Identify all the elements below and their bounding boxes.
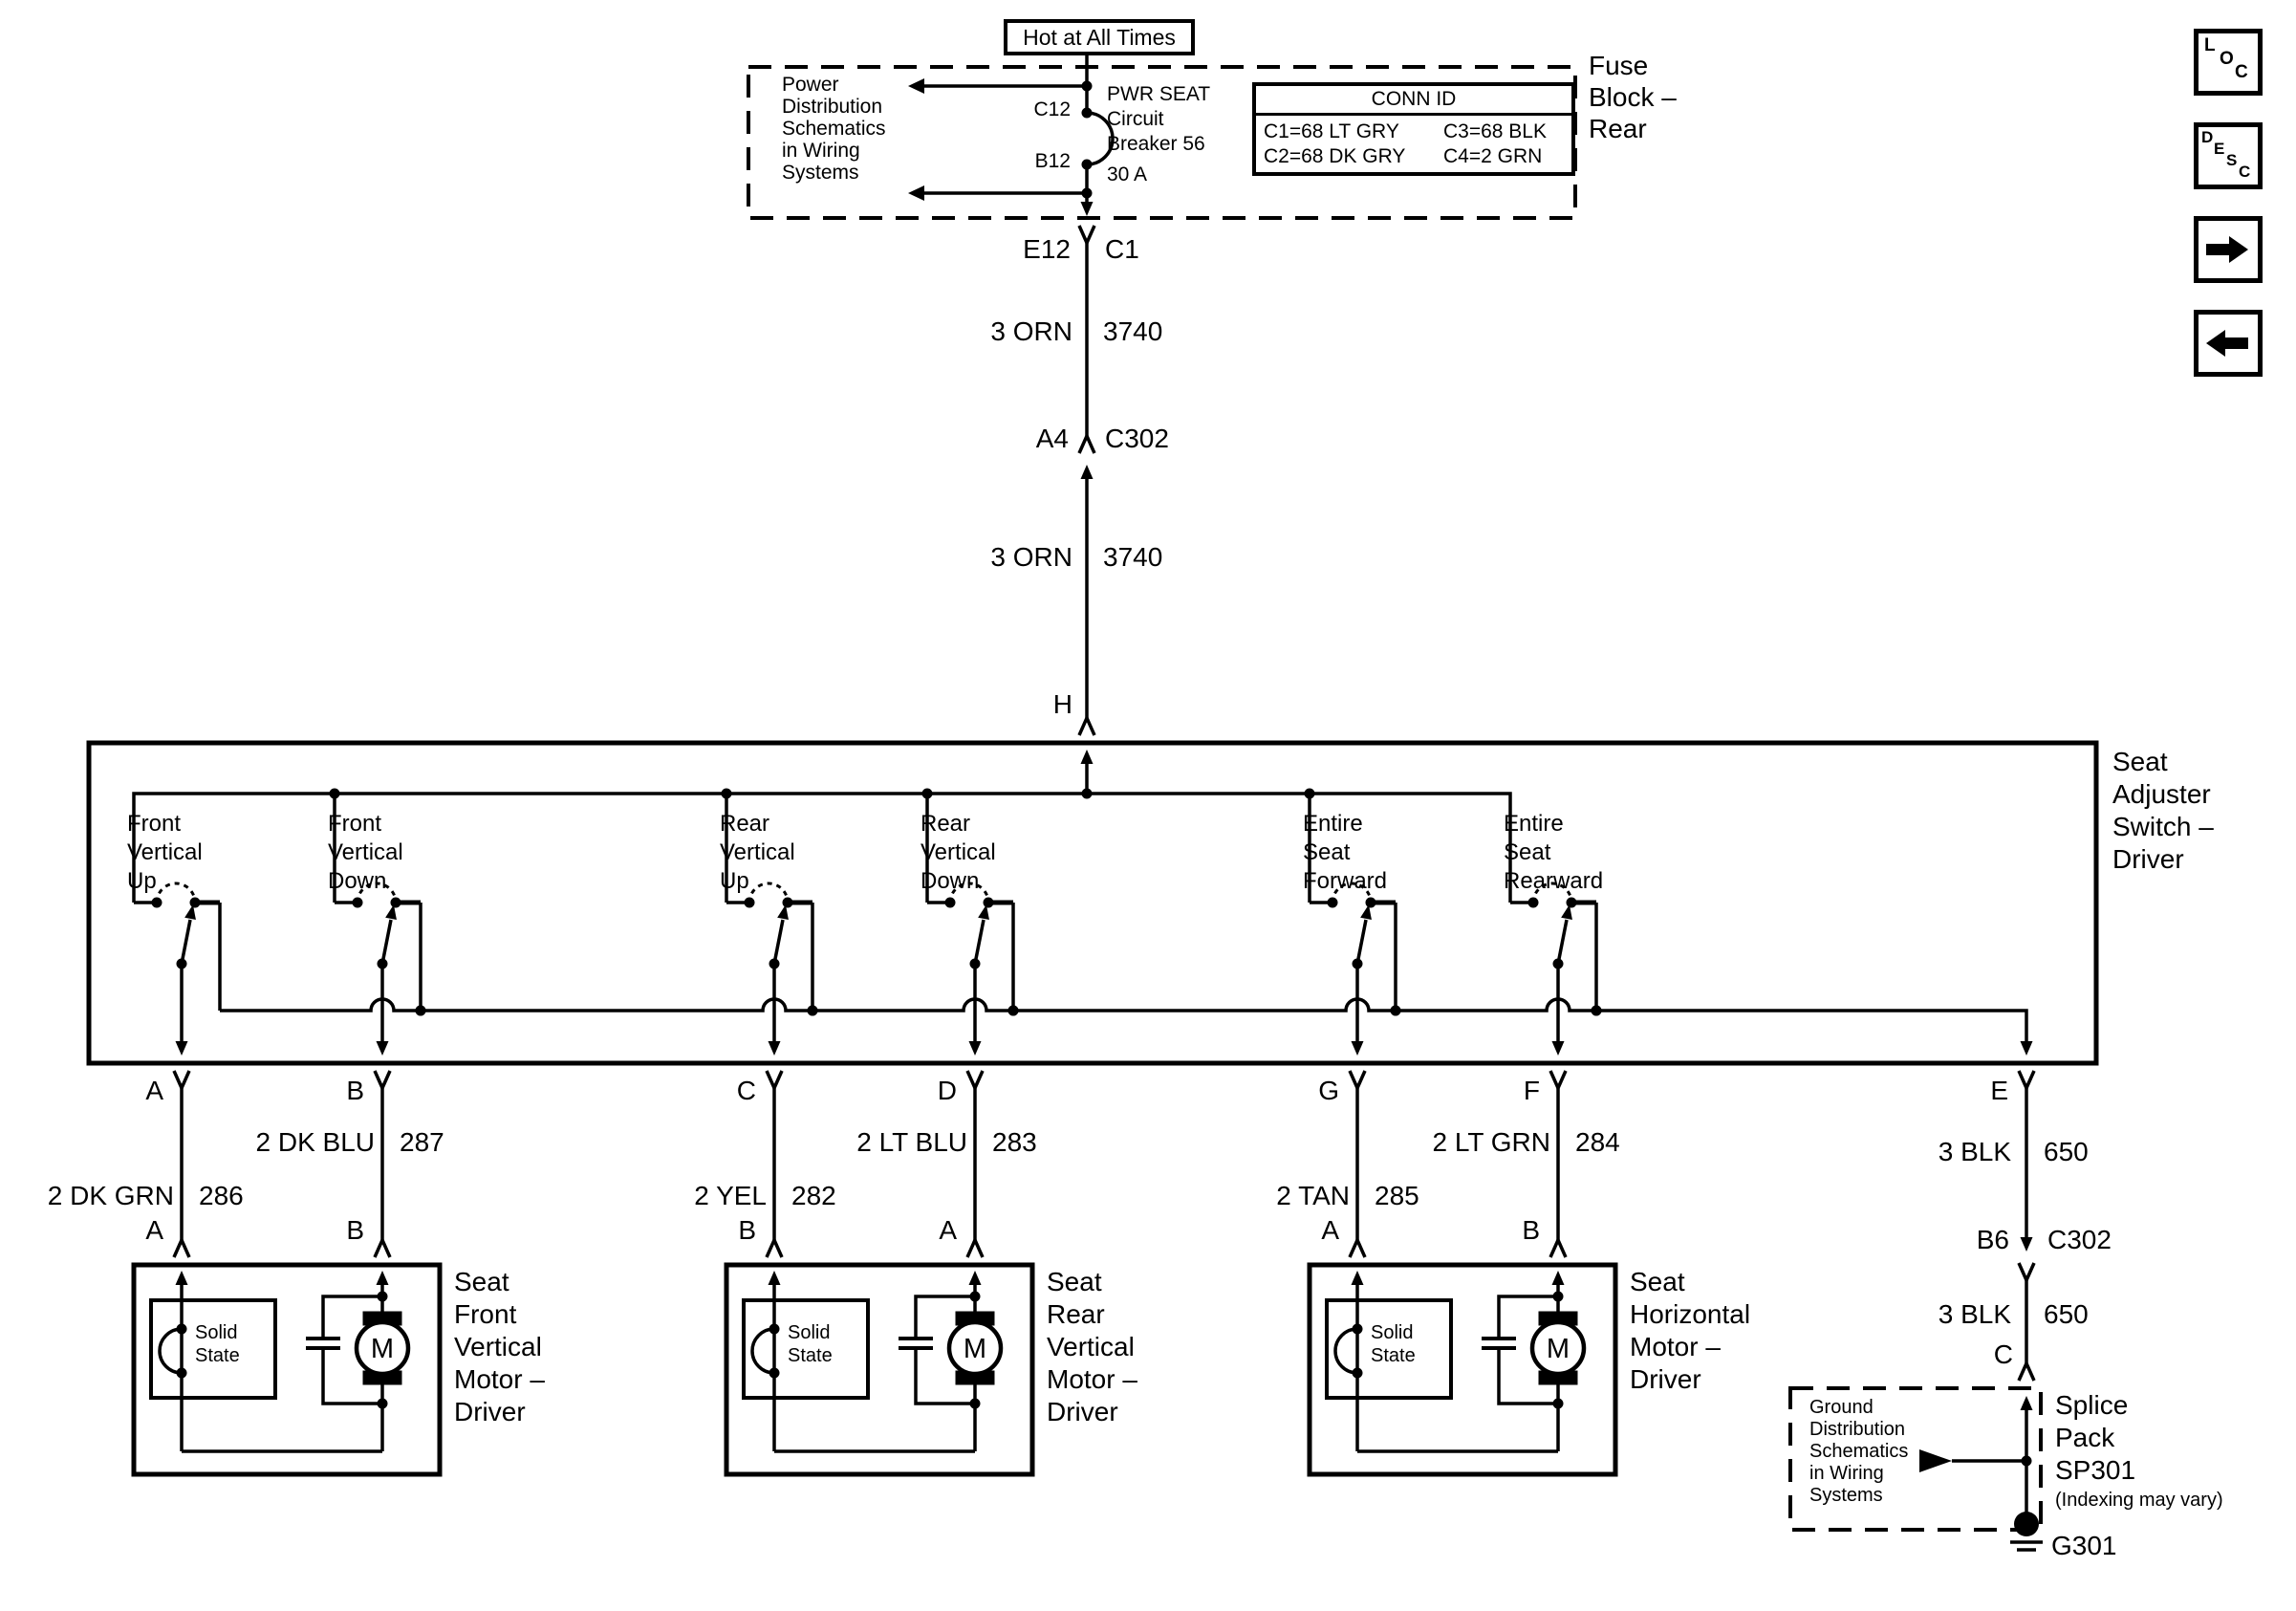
switch-box-title-line: Adjuster	[2112, 779, 2211, 809]
power-dist-note-line: Schematics	[782, 118, 886, 140]
switch-pin-letter: F	[1523, 1076, 1540, 1105]
connector-c302: C302	[2047, 1225, 2112, 1254]
wire-circuit-label: 282	[791, 1181, 836, 1210]
wire-circuit-label: 285	[1375, 1181, 1419, 1210]
switch-label: Up	[720, 868, 749, 894]
breaker-pin-b12: B12	[1034, 150, 1071, 172]
fuse-block-title-line: Block –	[1589, 82, 1677, 112]
back-button[interactable]	[2194, 310, 2263, 377]
switch-label: Forward	[1303, 868, 1388, 894]
breaker-desc-line: PWR SEAT	[1107, 83, 1211, 105]
left-arrow-icon	[2225, 337, 2248, 349]
wire-color-label: 2 DK GRN	[47, 1181, 174, 1210]
connector-pin-a4: A4	[1035, 424, 1069, 453]
wire-color-label: 2 TAN	[1276, 1181, 1350, 1210]
connector-c1: C1	[1105, 234, 1139, 264]
switch-pin-letter: G	[1318, 1076, 1339, 1105]
desc-letter: D	[2201, 128, 2214, 146]
wire-circuit-label: 287	[400, 1127, 444, 1157]
wire-circuit-label: 286	[199, 1181, 244, 1210]
switch-label: Front	[328, 811, 382, 837]
loc-letter: C	[2235, 62, 2248, 82]
desc-letter: S	[2226, 151, 2238, 169]
switch-label: Rear	[720, 811, 770, 837]
loc-button[interactable]	[2194, 29, 2263, 96]
splice-pack-title-line: Pack	[2055, 1423, 2115, 1452]
switch-pin-letter: B	[346, 1076, 364, 1105]
hot-at-all-times-box	[1004, 19, 1195, 55]
conn-id-header: CONN ID	[1256, 86, 1571, 116]
motor-pin-letter: A	[145, 1215, 163, 1245]
ground-note-line: Systems	[1809, 1485, 1883, 1506]
motor-title-line: Vertical	[454, 1332, 542, 1361]
switch-label: Vertical	[328, 839, 403, 865]
connector-c302: C302	[1105, 424, 1169, 453]
fuse-block-title-line: Fuse	[1589, 51, 1649, 80]
motor-title-line: Seat	[454, 1267, 509, 1296]
switch-pin-letter: C	[736, 1076, 756, 1105]
conn-id-cell: C3=68 BLK	[1443, 120, 1547, 142]
solid-state-label: State	[195, 1345, 240, 1366]
wire-circuit-label: 650	[2044, 1137, 2089, 1166]
motor-title-line: Rear	[1047, 1299, 1105, 1329]
motor-symbol-letter: M	[1546, 1334, 1570, 1364]
motor-title-line: Driver	[454, 1397, 526, 1426]
wire-color-label: 2 LT GRN	[1432, 1127, 1550, 1157]
solid-state-label: State	[1371, 1345, 1416, 1366]
motor-pin-letter: B	[738, 1215, 756, 1245]
motor-title-line: Front	[454, 1299, 517, 1329]
wire-circuit-label: 283	[992, 1127, 1037, 1157]
switch-label: Entire	[1504, 811, 1564, 837]
motor-title-line: Vertical	[1047, 1332, 1135, 1361]
switch-label: Up	[127, 868, 157, 894]
switch-label: Vertical	[127, 839, 203, 865]
breaker-desc-line: 30 A	[1107, 163, 1148, 185]
power-dist-note-line: Power	[782, 74, 839, 96]
breaker-desc-line: Breaker 56	[1107, 133, 1205, 155]
solid-state-label: State	[788, 1345, 833, 1366]
splice-pin-letter: C	[1993, 1339, 2013, 1369]
wire-color-3orn: 3 ORN	[990, 316, 1072, 346]
motor-title-line: Motor –	[1630, 1332, 1721, 1361]
switch-label: Front	[127, 811, 182, 837]
motor-title-line: Horizontal	[1630, 1299, 1751, 1329]
solid-state-label: Solid	[195, 1322, 238, 1343]
switch-label: Down	[328, 868, 387, 894]
splice-pack-title-line: Splice	[2055, 1390, 2129, 1420]
motor-pin-letter: A	[939, 1215, 957, 1245]
loc-letter: L	[2204, 35, 2216, 55]
right-arrow-icon	[2206, 244, 2229, 255]
power-dist-note-line: in Wiring	[782, 140, 860, 162]
wire-circuit-label: 284	[1575, 1127, 1620, 1157]
wire-circuit-3740: 3740	[1103, 542, 1163, 572]
switch-pin-letter: D	[937, 1076, 957, 1105]
motor-symbol-letter: M	[963, 1334, 987, 1364]
desc-button[interactable]	[2194, 122, 2263, 189]
power-dist-note-line: Distribution	[782, 96, 883, 118]
ground-note-line: Schematics	[1809, 1441, 1909, 1462]
fuse-block-title-line: Rear	[1589, 114, 1647, 143]
desc-letter: C	[2239, 163, 2251, 181]
switch-label: Seat	[1504, 839, 1551, 865]
motor-pin-letter: B	[346, 1215, 364, 1245]
hot-label: Hot at All Times	[1023, 25, 1176, 50]
motor-title-line: Motor –	[454, 1364, 545, 1394]
wire-color-label: 3 BLK	[1938, 1299, 2011, 1329]
loc-letter: O	[2220, 49, 2234, 69]
connector-pin-e12: E12	[1023, 234, 1071, 264]
switch-label: Entire	[1303, 811, 1363, 837]
wire-color-label: 2 DK BLU	[255, 1127, 375, 1157]
solid-state-label: Solid	[788, 1322, 831, 1343]
ground-note-line: in Wiring	[1809, 1463, 1884, 1484]
motor-pin-letter: A	[1321, 1215, 1339, 1245]
connector-pin-b6: B6	[1976, 1225, 2009, 1254]
splice-pack-title-line: SP301	[2055, 1455, 2136, 1485]
motor-symbol-letter: M	[370, 1334, 395, 1364]
motor-pin-letter: B	[1522, 1215, 1540, 1245]
wire-color-label: 2 YEL	[694, 1181, 767, 1210]
switch-box-title-line: Driver	[2112, 844, 2184, 874]
switch-pin-letter: E	[1990, 1076, 2008, 1105]
wire-circuit-3740: 3740	[1103, 316, 1163, 346]
forward-button[interactable]	[2194, 216, 2263, 283]
switch-label: Vertical	[921, 839, 996, 865]
switch-label: Vertical	[720, 839, 795, 865]
wire-color-label: 2 LT BLU	[856, 1127, 967, 1157]
conn-id-table	[1252, 82, 1575, 176]
motor-title-line: Seat	[1630, 1267, 1685, 1296]
conn-id-cell: C4=2 GRN	[1443, 145, 1543, 167]
motor-title-line: Seat	[1047, 1267, 1102, 1296]
switch-label: Down	[921, 868, 980, 894]
conn-id-cell: C1=68 LT GRY	[1264, 120, 1399, 142]
motor-title-line: Motor –	[1047, 1364, 1137, 1394]
power-dist-note-line: Systems	[782, 162, 859, 184]
switch-label: Rear	[921, 811, 971, 837]
switch-pin-h: H	[1052, 689, 1072, 719]
switch-label: Seat	[1303, 839, 1351, 865]
desc-letter: E	[2214, 140, 2225, 158]
wire-circuit-label: 650	[2044, 1299, 2089, 1329]
motor-title-line: Driver	[1047, 1397, 1118, 1426]
breaker-pin-c12: C12	[1033, 98, 1071, 120]
switch-pin-letter: A	[145, 1076, 163, 1105]
ground-note-line: Distribution	[1809, 1419, 1906, 1440]
splice-pack-subtitle: (Indexing may vary)	[2055, 1490, 2223, 1511]
ground-note-line: Ground	[1809, 1397, 1874, 1418]
switch-label: Rearward	[1504, 868, 1604, 894]
wire-color-3orn: 3 ORN	[990, 542, 1072, 572]
switch-box-title-line: Seat	[2112, 747, 2168, 776]
breaker-desc-line: Circuit	[1107, 108, 1164, 130]
motor-title-line: Driver	[1630, 1364, 1701, 1394]
solid-state-label: Solid	[1371, 1322, 1414, 1343]
wire-color-label: 3 BLK	[1938, 1137, 2011, 1166]
conn-id-cell: C2=68 DK GRY	[1264, 145, 1406, 167]
switch-box-title-line: Switch –	[2112, 812, 2214, 841]
ground-id-label: G301	[2051, 1531, 2117, 1560]
